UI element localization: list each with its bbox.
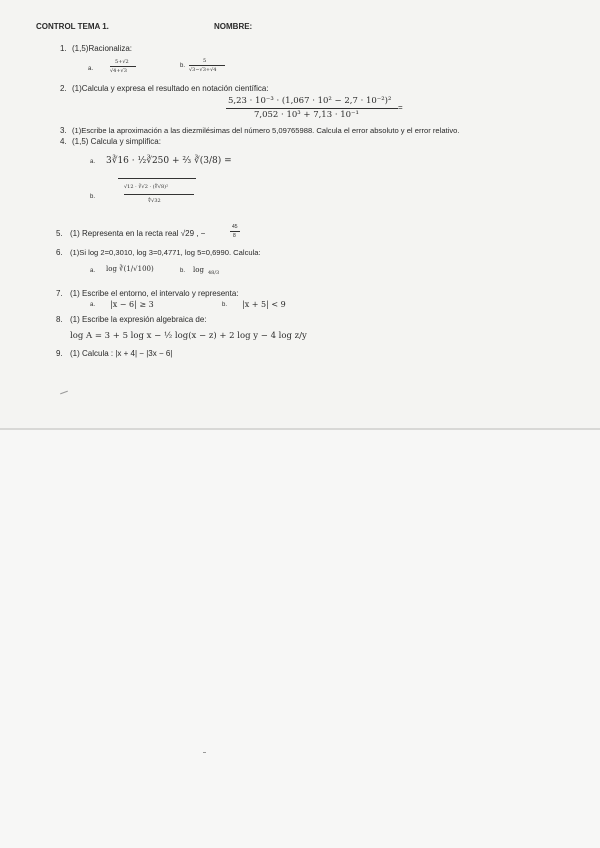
q7-b-label: b. [222,302,228,308]
q4-b-top: √12 · ∛√2 · (∜√8)² [124,184,169,190]
scan-speck [203,752,206,753]
q7-a-label: a. [90,302,96,308]
name-label: NOMBRE: [214,22,253,31]
q4-number: 4. [60,137,67,146]
q9-text: (1) Calcula : |x + 4| − |3x − 6| [70,349,173,358]
q1-text: (1,5)Racionaliza: [72,44,133,53]
page-lower-half [0,430,600,848]
q2-denominator: 7,052 · 10³ + 7,13 · 10⁻¹ [254,110,359,120]
q1-b-denominator: √3−√3+√4 [189,67,217,73]
q6-a-expression: log ∛(1/√100) [106,265,154,273]
q1-number: 1. [60,44,67,53]
q8-text: (1) Escribe la expresión algebraica de: [70,315,207,324]
q2-text: (1)Calcula y expresa el resultado en notación científica: [72,84,269,93]
q5-text: (1) Representa en la recta real √29 , − [70,229,206,238]
q6-text: (1)Si log 2=0,3010, log 3=0,4771, log 5=0,6990. Calcula: [70,248,261,257]
q4-b-bottom: ∜√32 [148,198,161,204]
q2-number: 2. [60,84,67,93]
q6-b-subscript: 48/3 [208,270,220,276]
q1-b-label: b. [180,63,186,69]
q2-fraction-bar [226,108,398,109]
q3-text: (1)Escribe la aproximación a las diezmilésimas del número 5,09765988. Calcula el error absoluto y el error relativo. [72,126,460,135]
q2-numerator: 5,23 · 10⁻³ · (1,067 · 10² − 2,7 · 10⁻²)² [228,96,392,106]
q8-expression: log A = 3 + 5 log x − ½ log(x − z) + 2 log y − 4 log z/y [70,331,307,341]
q6-b-label: b. [180,268,186,274]
q4-b-root-bar [118,178,196,179]
q7-number: 7. [56,289,63,298]
q3-number: 3. [60,126,67,135]
q9-number: 9. [56,349,63,358]
q1-a-denominator: √4+√3 [110,68,127,74]
q7-text: (1) Escribe el entorno, el intervalo y representa: [70,289,239,298]
q6-a-label: a. [90,268,96,274]
q6-number: 6. [56,248,63,257]
q5-fraction-numerator: 45 [232,224,238,230]
q5-number: 5. [56,229,63,238]
q7-b-expression: |x + 5| < 9 [242,300,286,309]
q1-a-numerator: 5+√2 [115,59,129,65]
q4-a-expression: 3∛16 · ½∛250 + ⅔ ∛(3/8) = [106,156,232,166]
q4-a-label: a. [90,159,96,165]
q1-b-fraction-bar [189,65,225,66]
q5-fraction-denominator: 8 [233,233,236,239]
q1-a-label: a. [88,66,94,72]
q4-text: (1,5) Calcula y simplifica: [72,137,161,146]
q5-fraction-bar [230,231,240,232]
q1-b-numerator: 5 [203,58,207,64]
q8-number: 8. [56,315,63,324]
q1-a-fraction-bar [110,66,136,67]
q7-a-expression: |x − 6| ≥ 3 [110,300,154,309]
page-fold-line [0,428,600,430]
q4-b-label: b. [90,194,96,200]
q4-b-fraction-bar [124,194,194,195]
q2-equals: = [398,103,403,112]
exam-title: CONTROL TEMA 1. [36,22,109,31]
q6-b-expression: log [193,266,204,274]
scan-speck [60,391,68,395]
